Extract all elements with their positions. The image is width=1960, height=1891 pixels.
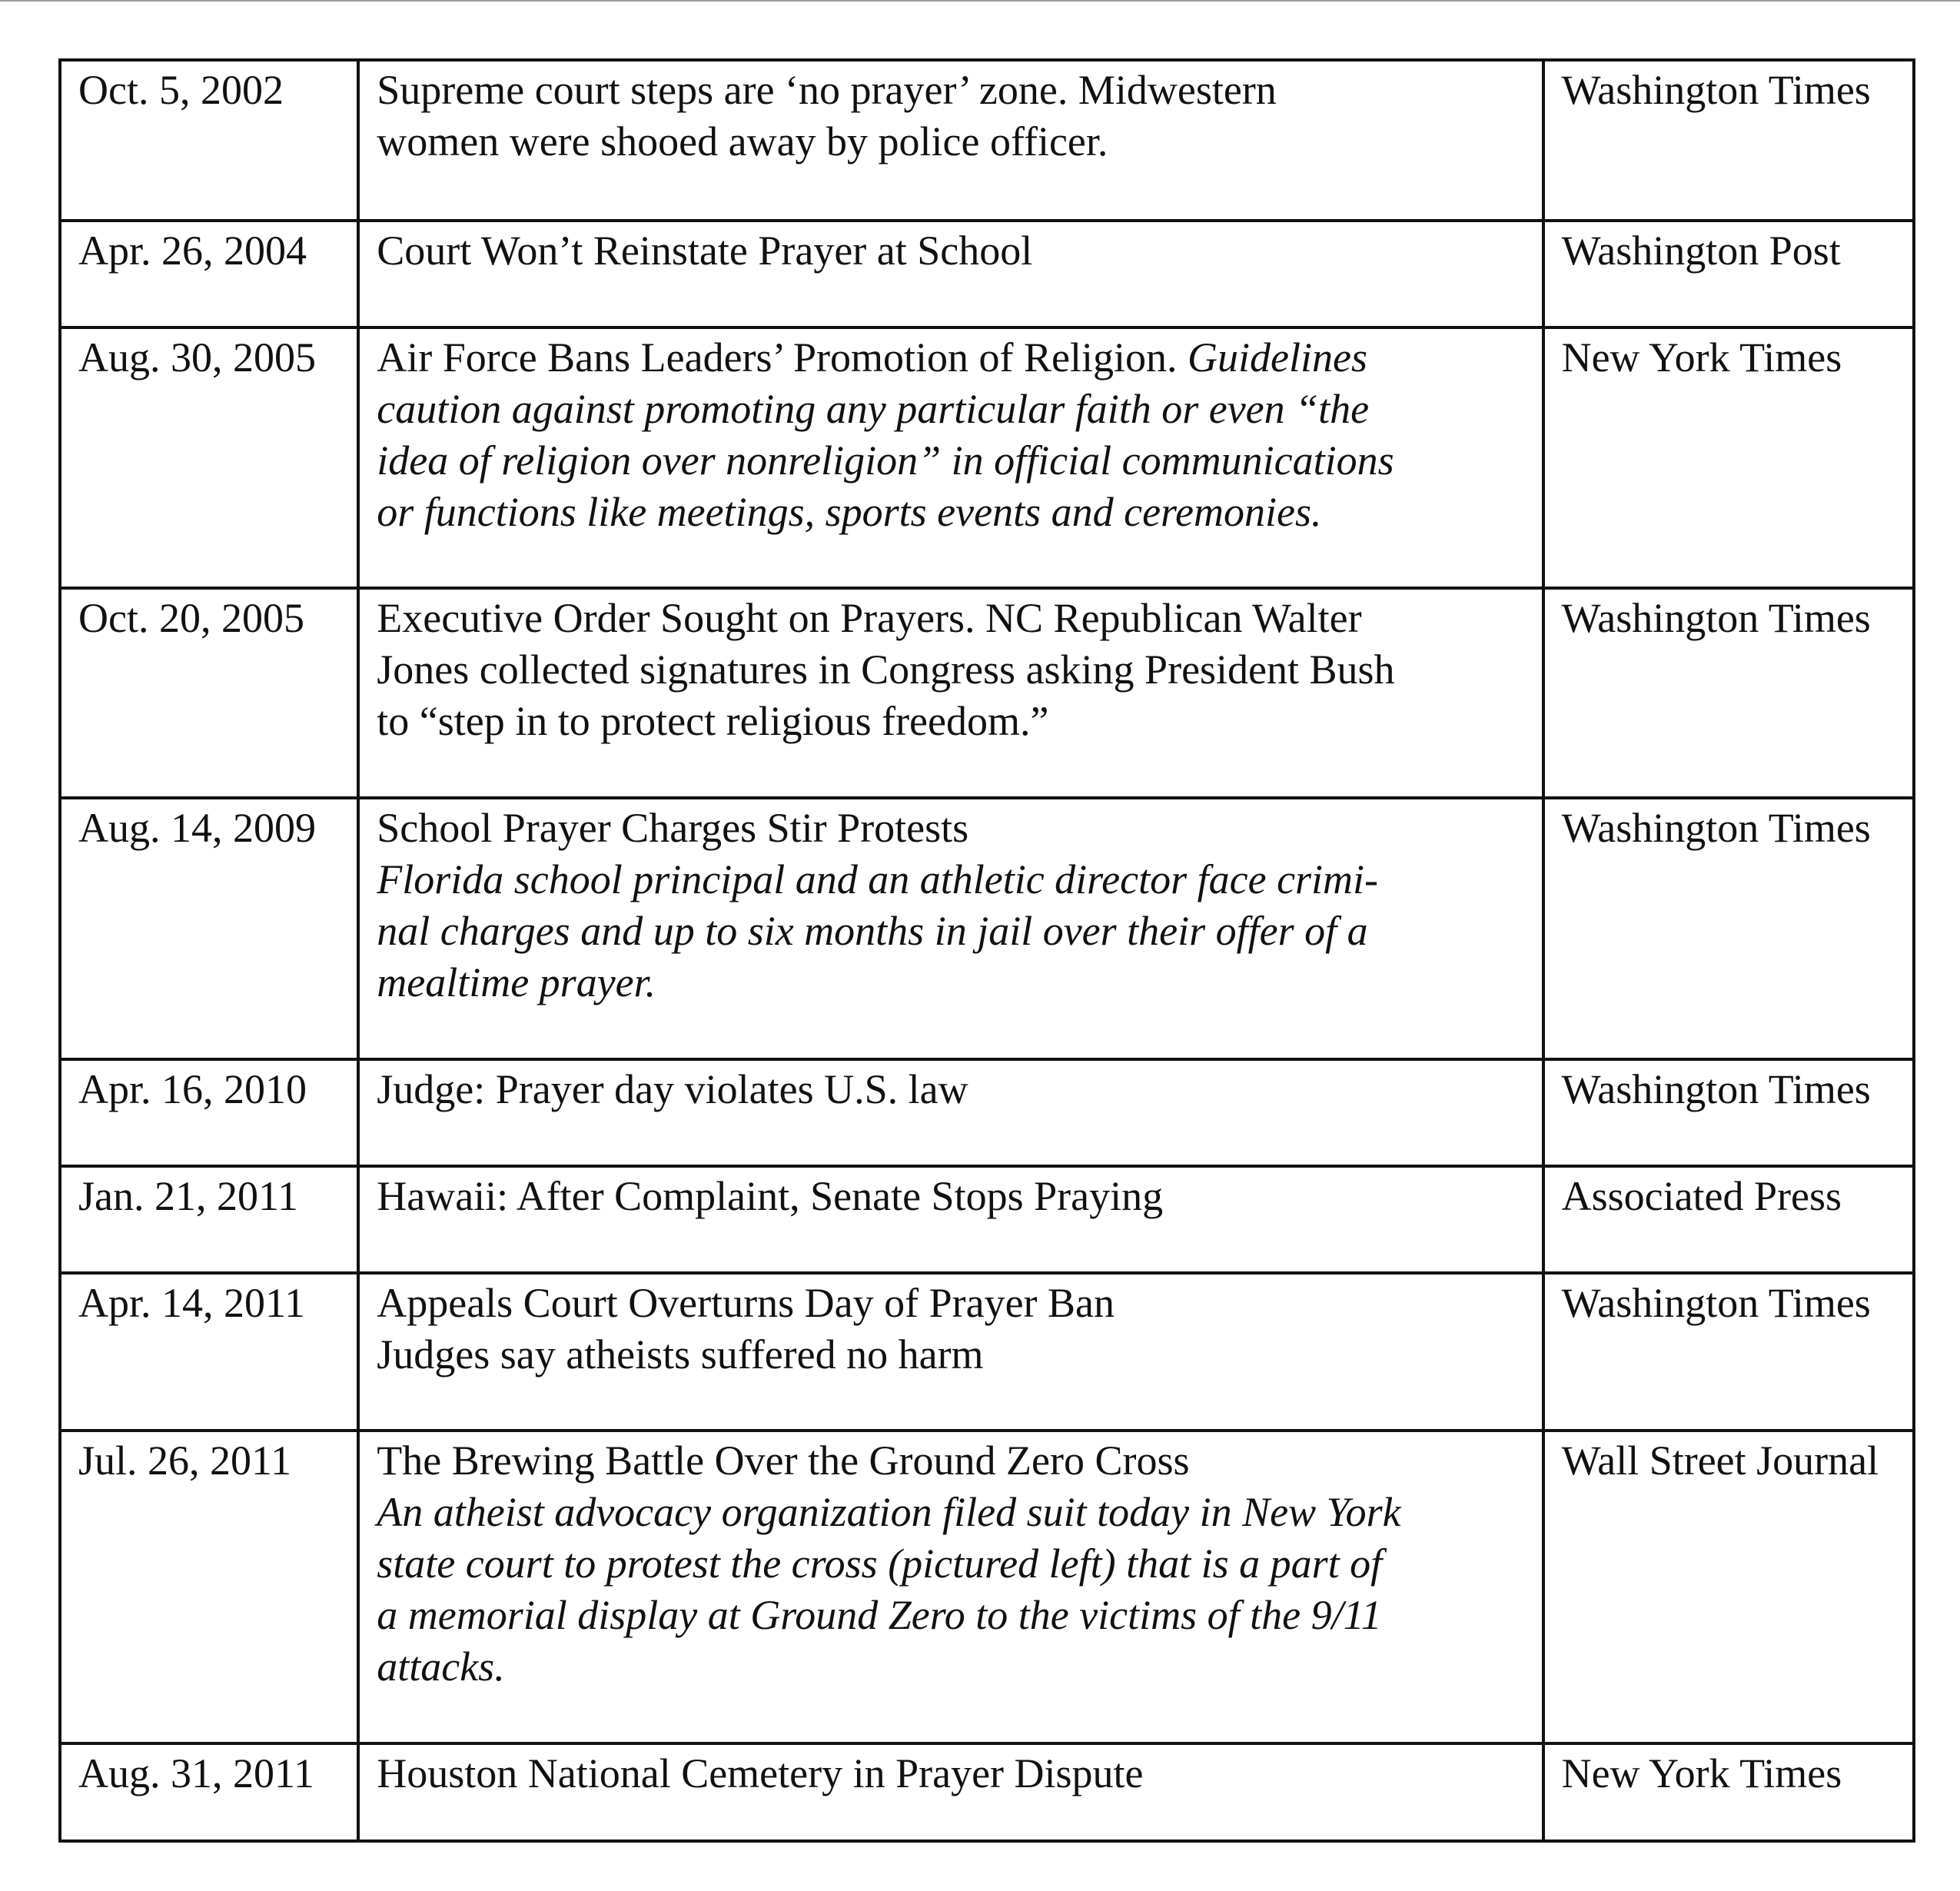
date-cell: Aug. 30, 2005 — [60, 327, 358, 588]
source-cell: Washington Times — [1543, 588, 1914, 798]
summary-line: mealtime prayer. — [377, 959, 656, 1005]
table-row — [60, 798, 1914, 1059]
summary-line: a memorial display at Ground Zero to the victims of the 9/11 — [377, 1592, 1382, 1638]
date-cell: Apr. 26, 2004 — [60, 221, 358, 327]
headline-line: School Prayer Charges Stir Protests — [377, 805, 969, 851]
headline-cell — [358, 1743, 1543, 1841]
table-row — [60, 221, 1914, 327]
table-row — [60, 1166, 1914, 1273]
headline-line: Appeals Court Overturns Day of Prayer Ban — [377, 1280, 1115, 1326]
source-cell: Washington Times — [1543, 798, 1914, 1059]
headline-line: Houston National Cemetery in Prayer Dispute — [377, 1750, 1144, 1796]
source-cell: New York Times — [1543, 1743, 1914, 1841]
date-cell: Aug. 14, 2009 — [60, 798, 358, 1059]
summary-line: state court to protest the cross (pictured left) that is a part of — [377, 1540, 1383, 1587]
headline-cell — [358, 1059, 1543, 1166]
source-cell: New York Times — [1543, 327, 1914, 588]
source-cell: Washington Times — [1543, 1273, 1914, 1431]
source-cell: Washington Times — [1543, 1059, 1914, 1166]
table-row — [60, 1743, 1914, 1841]
headline-line: Judges say atheists suffered no harm — [377, 1331, 984, 1378]
headline-cell — [358, 588, 1543, 798]
headline-line: Jones collected signatures in Congress asking President Bush — [377, 646, 1395, 693]
headline-cell — [358, 1431, 1543, 1743]
summary-line: Florida school principal and an athletic director face crimi- — [377, 856, 1379, 902]
summary-line: attacks. — [377, 1643, 505, 1690]
headline-line: Court Won’t Reinstate Prayer at School — [377, 228, 1033, 274]
headline-cell — [358, 1273, 1543, 1431]
headline-line: Supreme court steps are ‘no prayer’ zone. Midwestern — [377, 67, 1277, 113]
summary-line: nal charges and up to six months in jail over their offer of a — [377, 908, 1368, 954]
summary-line: or functions like meetings, sports events and ceremonies. — [377, 489, 1322, 535]
source-cell: Wall Street Journal — [1543, 1431, 1914, 1743]
table-row — [60, 588, 1914, 798]
date-cell: Apr. 14, 2011 — [60, 1273, 358, 1431]
headline-line: Judge: Prayer day violates U.S. law — [377, 1066, 968, 1112]
date-cell: Apr. 16, 2010 — [60, 1059, 358, 1166]
headline-line — [377, 332, 1524, 384]
news-table — [58, 58, 1915, 1843]
summary-line: idea of religion over nonreligion” in official communications — [377, 437, 1394, 484]
headline-line: women were shooed away by police officer. — [377, 118, 1108, 165]
headline-line: The Brewing Battle Over the Ground Zero Cross — [377, 1437, 1190, 1484]
headline-cell — [358, 60, 1543, 221]
headline-cell — [358, 221, 1543, 327]
summary-line: caution against promoting any particular faith or even “the — [377, 386, 1370, 432]
table-row — [60, 1059, 1914, 1166]
source-cell: Washington Times — [1543, 60, 1914, 221]
table-row — [60, 1273, 1914, 1431]
date-cell: Aug. 31, 2011 — [60, 1743, 358, 1841]
headline-line: Executive Order Sought on Prayers. NC Republican Walter — [377, 595, 1362, 641]
source-cell: Associated Press — [1543, 1166, 1914, 1273]
table-row — [60, 327, 1914, 588]
summary-segment: Guidelines — [1188, 334, 1367, 381]
headline-segment: Air Force Bans Leaders’ Promotion of Religion. — [377, 334, 1188, 381]
headline-cell — [358, 798, 1543, 1059]
date-cell: Jul. 26, 2011 — [60, 1431, 358, 1743]
headline-cell — [358, 327, 1543, 588]
headline-cell — [358, 1166, 1543, 1273]
date-cell: Oct. 5, 2002 — [60, 60, 358, 221]
table-row — [60, 60, 1914, 221]
date-cell: Oct. 20, 2005 — [60, 588, 358, 798]
table-row — [60, 1431, 1914, 1743]
date-cell: Jan. 21, 2011 — [60, 1166, 358, 1273]
headline-line: Hawaii: After Complaint, Senate Stops Praying — [377, 1173, 1164, 1219]
source-cell: Washington Post — [1543, 221, 1914, 327]
summary-line: An atheist advocacy organization filed suit today in New York — [377, 1489, 1401, 1535]
top-divider — [0, 0, 1960, 2]
headline-line: to “step in to protect religious freedom.” — [377, 698, 1049, 744]
